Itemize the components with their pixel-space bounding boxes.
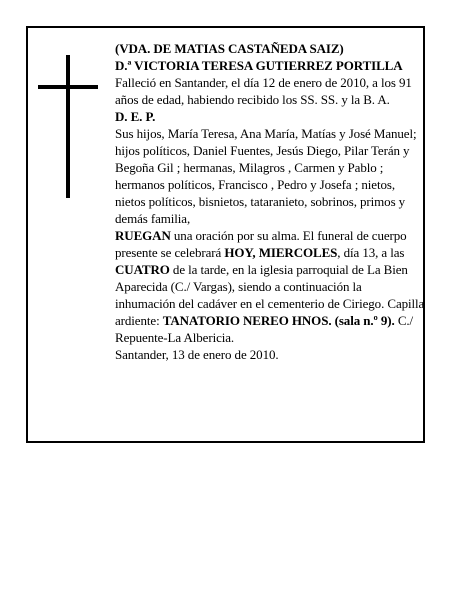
notice-text xyxy=(115,40,425,363)
funeral-text-2: , día 13, a las xyxy=(337,245,405,260)
funeral-info xyxy=(115,227,425,346)
funeral-text-1: una oración por su alma. El funeral de cuerpo presente se celebrará xyxy=(115,228,407,260)
funeral-text-3: de la tarde, en la iglesia parroquial de La Bien Aparecida (C./ Vargas), siendo a continuación la inhumación del cadáver en el cementerio de Ciriego. Capilla ardiente: xyxy=(115,262,425,328)
death-info: Falleció en Santander, el día 12 de enero de 2010, a los 91 años de edad, habiendo recibido los SS. SS. y la B. A. xyxy=(115,75,412,107)
place-date: Santander, 13 de enero de 2010. xyxy=(115,347,279,362)
deceased-name: D.ª VICTORIA TERESA GUTIERREZ PORTILLA xyxy=(115,58,403,73)
funeral-day: HOY, MIERCOLES xyxy=(224,245,338,260)
widow-line: (VDA. DE MATIAS CASTAÑEDA SAIZ) xyxy=(115,41,344,56)
cross-icon xyxy=(66,55,70,198)
funeral-home: TANATORIO NEREO HNOS. (sala n.º 9). xyxy=(162,313,395,328)
dep-line: D. E. P. xyxy=(115,109,156,124)
cross-icon-bar xyxy=(38,85,98,89)
funeral-hour: CUATRO xyxy=(115,262,170,277)
family-list: Sus hijos, María Teresa, Ana María, Matías y José Manuel; hijos políticos, Daniel Fuentes, Jesús Diego, Pilar Terán y Begoña Gil ; hermanas, Milagros , Carmen y Pablo ; hermanos políticos, Francisco , Pedro y Josefa ; nietos, nietos políticos, bisnietos, tataranieto, sobrinos, primos y demás familia, xyxy=(115,126,417,226)
funeral-text-4: C./ Repuente-La Albericia. xyxy=(115,313,414,345)
ruegan-word: RUEGAN xyxy=(115,228,171,243)
obituary-notice xyxy=(26,26,425,443)
